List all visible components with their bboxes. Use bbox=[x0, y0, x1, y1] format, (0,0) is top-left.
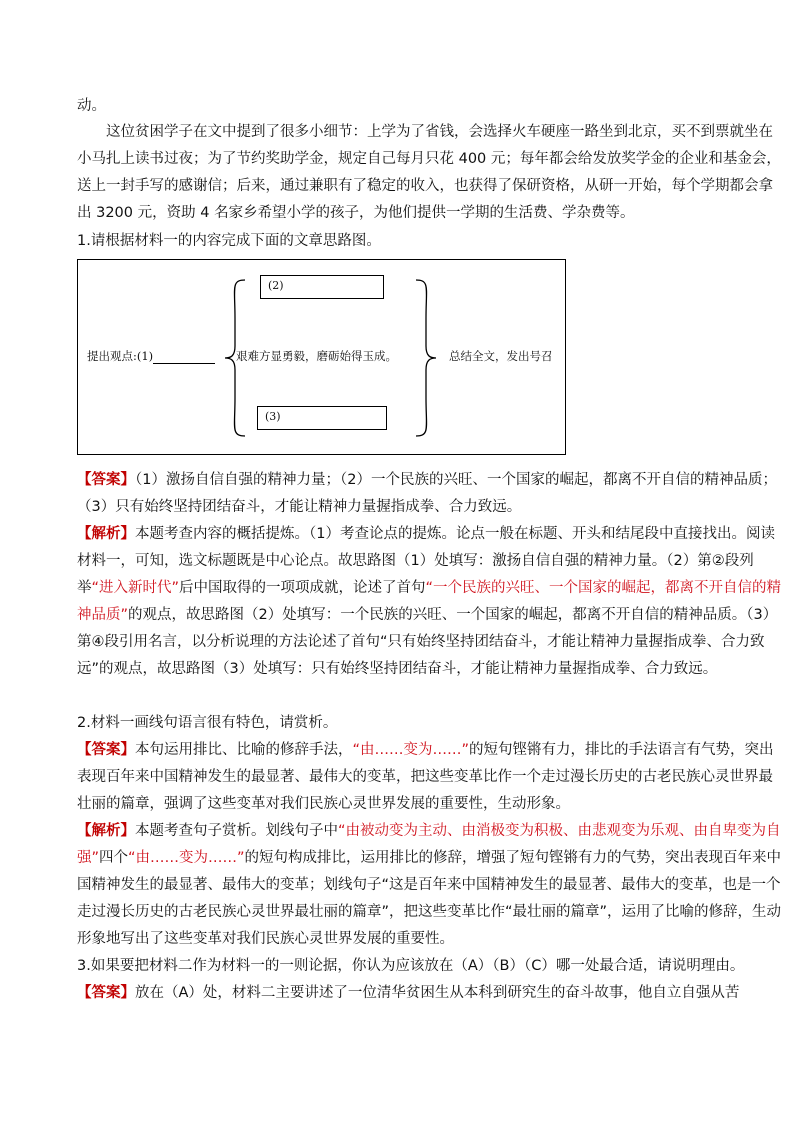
diagram-right-label: 总结全文，发出号召 bbox=[449, 349, 553, 363]
diagram-left-label: 提出观点:(1) bbox=[87, 348, 215, 364]
answer-blank-1[interactable] bbox=[153, 350, 215, 364]
analysis-tag: 【解析】 bbox=[77, 526, 135, 542]
analysis-tag: 【解析】 bbox=[77, 823, 135, 839]
question-2: 2.材料一画线句语言很有特色，请赏析。 bbox=[77, 715, 338, 731]
diagram-box-2[interactable]: (2) bbox=[260, 275, 384, 299]
question-1: 1.请根据材料一的内容完成下面的文章思路图。 bbox=[77, 233, 381, 249]
thinking-diagram bbox=[77, 259, 566, 455]
answer-tag: 【答案】 bbox=[77, 985, 135, 1001]
question-3: 3.如果要把材料二作为材料一的一则论据，你认为应该放在（A）（B）（C）哪一处最合适，请说明理由。 bbox=[77, 958, 745, 974]
right-brace-icon bbox=[414, 278, 438, 438]
answer-1-text: （1）激扬自信自强的精神力量；（2）一个民族的兴旺、一个国家的崛起，都离不开自信的精神品质；（3）只有始终坚持团结奋斗，才能让精神力量握指成拳、合力致远。 bbox=[77, 472, 777, 515]
answer-1 bbox=[77, 467, 782, 521]
story-paragraph: 这位贫困学子在文中提到了很多小细节：上学为了省钱，会选择火车硬座一路坐到北京，买不到票就坐在小马扎上读书过夜；为了节约奖助学金，规定自己每月只花 400 元；每年都会给发放奖学金的企业和基金会，送上一封手写的感谢信；后来，通过兼职有了稳定的收入，也获得了保研资格，从研一开始，每个学期都会拿出 3200 元，资助 4 名家乡希望小学的孩子，为他们提供一学期的生活费、学杂费等。 bbox=[77, 124, 781, 221]
answer-tag: 【答案】 bbox=[77, 742, 135, 758]
answer-3 bbox=[77, 980, 782, 1007]
diagram-middle-text: 艰难方显勇毅，磨砺始得玉成。 bbox=[236, 349, 397, 363]
top-fragment: 动。 bbox=[77, 98, 106, 114]
analysis-2: 【解析】本题考查句子赏析。划线句子中“由被动变为主动、由消极变为积极、由悲观变为乐观、由自卑变为自强”四个“由……变为……”的短句构成排比，运用排比的修辞，增强了短句铿锵有力的气势，突出表现百年来中国精神发生的最显著、最伟大的变革；划线句子“这是百年来中国精神发生的最显著、最伟大的变革，也是一个走过漫长历史的古老民族心灵世界最壮丽的篇章”，把这些变革比作“最壮丽的篇章”，运用了比喻的修辞，生动形象地写出了这些变革对我们民族心灵世界发展的重要性。 bbox=[77, 823, 782, 947]
answer-3-text: 放在（A）处，材料二主要讲述了一位清华贫困生从本科到研究生的奋斗故事，他自立自强从苦 bbox=[135, 985, 740, 1001]
answer-tag: 【答案】 bbox=[77, 472, 135, 488]
diagram-box-3[interactable]: (3) bbox=[257, 406, 387, 430]
analysis-1: 【解析】本题考查内容的概括提炼。（1）考查论点的提炼。论点一般在标题、开头和结尾段中直接找出。阅读材料一，可知，选文标题既是中心论点。故思路图（1）处填写：激扬自信自强的精神力量。（2）第②段列举“进入新时代”后中国取得的一项项成就，论述了首句“一个民族的兴旺、一个国家的崛起，都离不开自信的精神品质”的观点，故思路图（2）处填写：一个民族的兴旺、一个国家的崛起，都离不开自信的精神品质。（3）第④段引用名言，以分析说理的方法论述了首句“只有始终坚持团结奋斗，才能让精神力量握指成拳、合力致远”的观点，故思路图（3）处填写：只有始终坚持团结奋斗，才能让精神力量握指成拳、合力致远。 bbox=[77, 526, 782, 677]
answer-2: 【答案】本句运用排比、比喻的修辞手法，“由……变为……”的短句铿锵有力，排比的手法语言有气势，突出表现百年来中国精神发生的最显著、最伟大的变革，把这些变革比作一个走过漫长历史的古老民族心灵世界最壮丽的篇章，强调了这些变革对我们民族心灵世界发展的重要性，生动形象。 bbox=[77, 742, 774, 812]
